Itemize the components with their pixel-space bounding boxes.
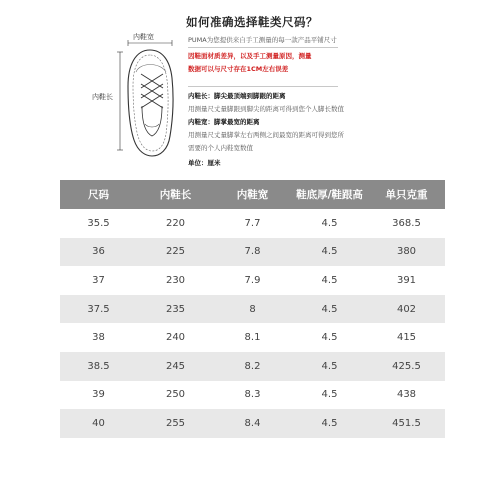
cell-sole-thickness: 4.5 xyxy=(321,417,338,429)
cell-sole-thickness: 4.5 xyxy=(321,246,338,258)
table-row xyxy=(60,295,445,324)
cell-size: 37.5 xyxy=(87,303,110,315)
cell-weight: 425.5 xyxy=(392,360,421,372)
cell-inner-length: 230 xyxy=(165,274,186,286)
inner-length-description: 用测量尺丈量脚跟到脚尖的距离可得到您个人脚长数值 xyxy=(188,105,344,113)
cell-size: 39 xyxy=(92,389,105,401)
cell-sole-thickness: 4.5 xyxy=(321,217,338,229)
cell-inner-width: 7.8 xyxy=(244,246,261,258)
page-title: 如何准确选择鞋类尺码？ xyxy=(186,15,318,29)
cell-sole-thickness: 4.5 xyxy=(321,303,338,315)
cell-inner-length: 250 xyxy=(165,389,186,401)
cell-inner-length: 235 xyxy=(165,303,186,315)
cell-weight: 380 xyxy=(396,246,417,258)
measurement-warning-line-2: 数据可以与尺寸存在1CM左右误差 xyxy=(188,65,289,73)
intro-text: PUMA为您提供来自手工测量的每一款产品平铺尺寸 xyxy=(188,36,337,44)
inner-width-label: 内鞋宽 xyxy=(133,33,154,41)
divider xyxy=(188,86,338,87)
cell-size: 38.5 xyxy=(87,360,110,372)
cell-weight: 391 xyxy=(396,274,417,286)
cell-inner-length: 240 xyxy=(165,332,186,344)
cell-inner-width: 8.2 xyxy=(244,360,261,372)
cell-inner-length: 220 xyxy=(165,217,186,229)
cell-sole-thickness: 4.5 xyxy=(321,360,338,372)
cell-weight: 368.5 xyxy=(392,217,421,229)
inner-width-heading: 内鞋宽：脚掌最宽的距离 xyxy=(188,118,260,126)
cell-size: 38 xyxy=(92,332,105,344)
cell-weight: 451.5 xyxy=(392,417,421,429)
cell-inner-length: 245 xyxy=(165,360,186,372)
table-row xyxy=(60,381,445,410)
cell-inner-width: 7.9 xyxy=(244,274,261,286)
cell-size: 35.5 xyxy=(87,217,110,229)
cell-weight: 402 xyxy=(396,303,417,315)
header-size: 尺码 xyxy=(88,189,109,201)
header-weight: 单只克重 xyxy=(385,189,428,201)
table-row xyxy=(60,238,445,267)
cell-inner-width: 8.1 xyxy=(244,332,261,344)
divider xyxy=(188,47,338,48)
table-row xyxy=(60,323,445,352)
inner-width-description-line-1: 用测量尺丈量脚掌左右两侧之间最宽的距离可得到您所 xyxy=(188,131,344,139)
shoe-diagram xyxy=(90,28,182,168)
cell-sole-thickness: 4.5 xyxy=(321,332,338,344)
table-row xyxy=(60,352,445,381)
inner-length-label: 内鞋长 xyxy=(92,93,113,101)
header-inner-length: 内鞋长 xyxy=(159,189,192,201)
unit-note: 单位：厘米 xyxy=(188,159,221,167)
table-row xyxy=(60,266,445,295)
cell-sole-thickness: 4.5 xyxy=(321,274,338,286)
header-inner-width: 内鞋宽 xyxy=(236,189,269,201)
table-row xyxy=(60,409,445,438)
cell-inner-width: 8 xyxy=(249,303,256,315)
table-row xyxy=(60,209,445,238)
cell-sole-thickness: 4.5 xyxy=(321,389,338,401)
size-table xyxy=(60,180,445,438)
cell-weight: 415 xyxy=(396,332,417,344)
cell-weight: 438 xyxy=(396,389,417,401)
measurement-warning-line-1: 因鞋面材质差异，以及手工测量原因，测量 xyxy=(188,52,312,60)
cell-inner-width: 8.3 xyxy=(244,389,261,401)
cell-inner-width: 7.7 xyxy=(244,217,261,229)
inner-width-description-line-2: 需要的个人内鞋宽数值 xyxy=(188,144,253,152)
cell-inner-length: 225 xyxy=(165,246,186,258)
cell-size: 40 xyxy=(92,417,105,429)
cell-size: 36 xyxy=(92,246,105,258)
header-sole-thickness: 鞋底厚/鞋跟高 xyxy=(296,189,363,201)
table-header xyxy=(60,180,445,209)
inner-length-heading: 内鞋长：脚尖最顶端到脚跟的距离 xyxy=(188,92,286,100)
cell-inner-length: 255 xyxy=(165,417,186,429)
cell-size: 37 xyxy=(92,274,105,286)
cell-inner-width: 8.4 xyxy=(244,417,261,429)
